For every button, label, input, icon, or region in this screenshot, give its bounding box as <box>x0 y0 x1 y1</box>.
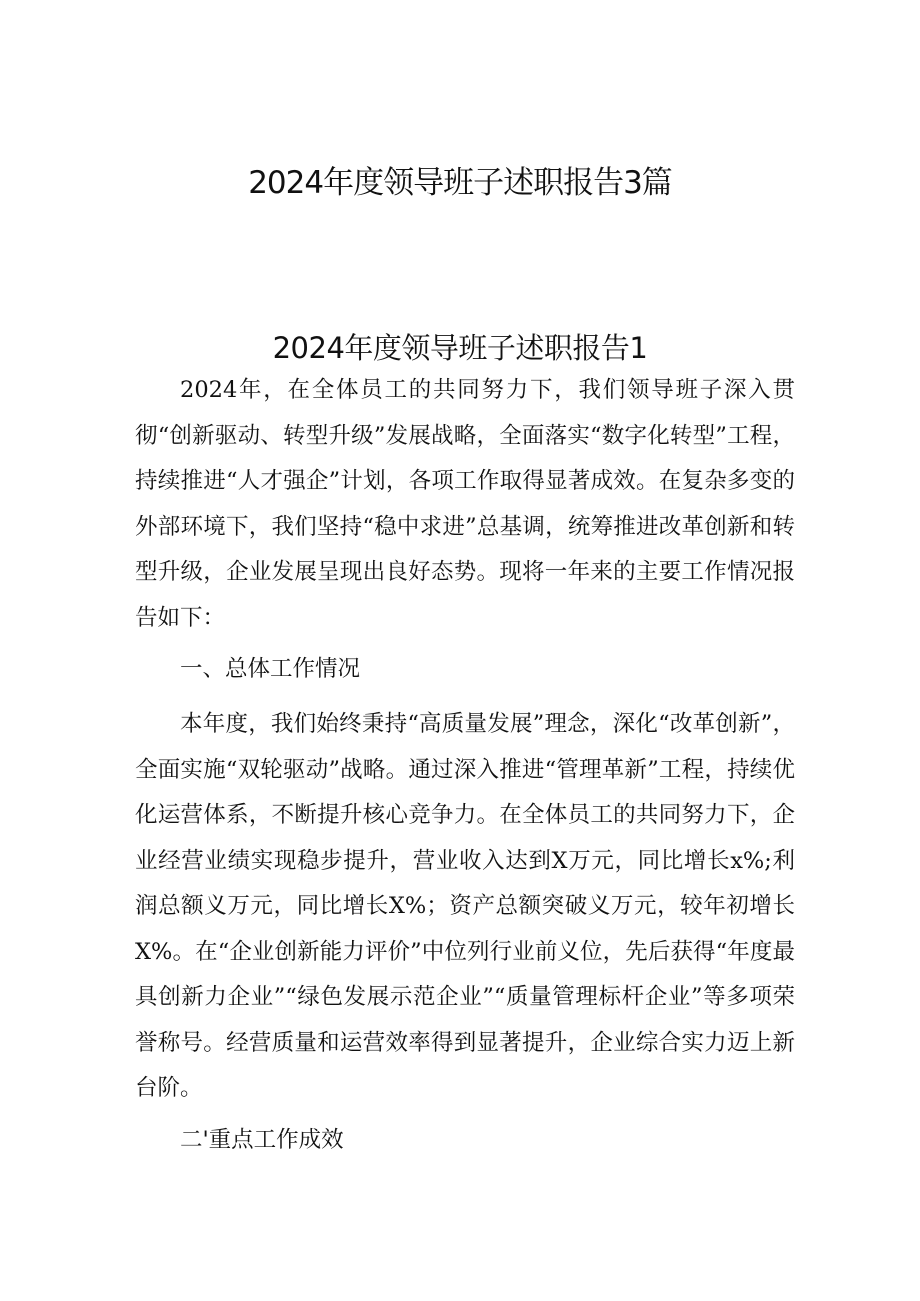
heading-key-results: 二'重点工作成效 <box>180 1127 344 1153</box>
document-title: 2024年度领导班子述职报告3篇 <box>248 164 672 201</box>
section-title: 2024年度领导班子述职报告1 <box>272 331 648 366</box>
paragraph-overall-work: 本年度，我们始终秉持“高质量发展”理念，深化“改革创新”，全面实施“双轮驱动”战略。通过深入推进“管理革新”工程，持续优化运营体系，不断提升核心竞争力。在全体员工的共同努力下，企业经营业绩实现稳步提升，营业收入达到X万元，同比增长x%;利润总额义万元，同比增长X%；资产总额突破义万元，较年初增长X%。在“企业创新能力评价”中位列行业前义位，先后获得“年度最具创新力企业”“绿色发展示范企业”“质量管理标杆企业”等多项荣誉称号。经营质量和运营效率得到显著提升，企业综合实力迈上新台阶。 <box>135 711 795 1101</box>
heading-overall-work: 一、总体工作情况 <box>180 656 361 682</box>
intro-paragraph: 2024年，在全体员工的共同努力下，我们领导班子深入贯彻“创新驱动、转型升级”发展战略，全面落实“数字化转型”工程，持续推进“人才强企”计划，各项工作取得显著成效。在复杂多变的外部环境下，我们坚持“稳中求进”总基调，统筹推进改革创新和转型升级，企业发展呈现出良好态势。现将一年来的主要工作情况报告如下： <box>135 377 795 631</box>
